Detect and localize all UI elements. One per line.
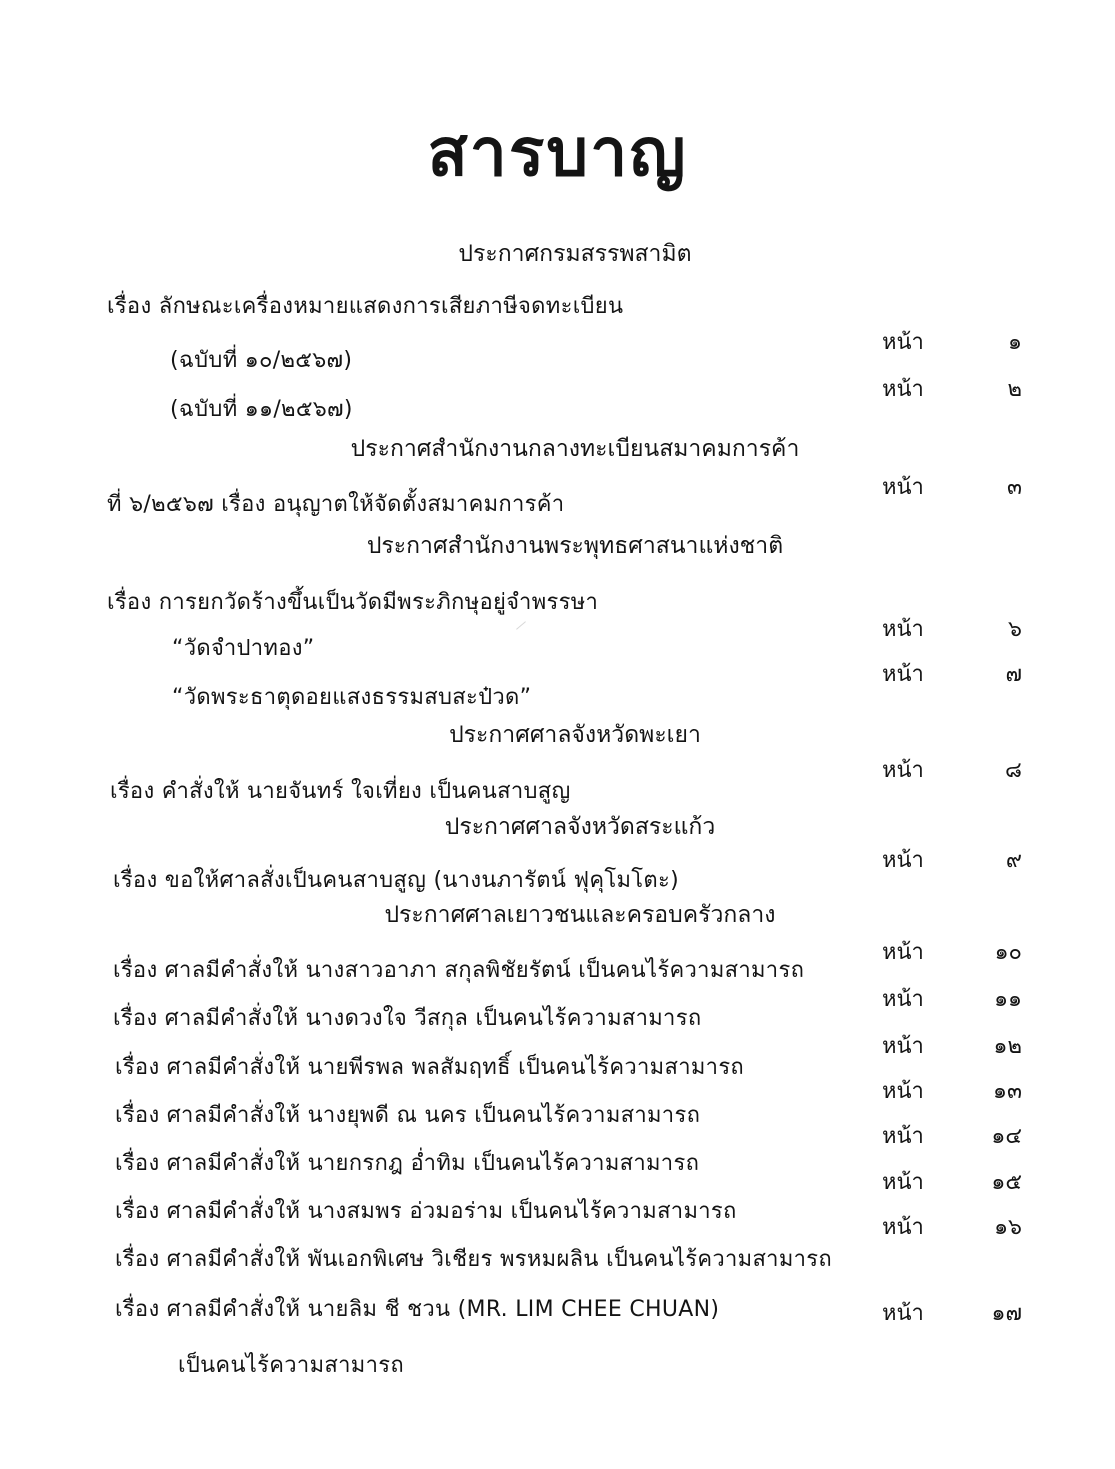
page-label: หน้า xyxy=(882,475,924,500)
page-label: หน้า xyxy=(882,1301,924,1326)
section-heading: ประกาศสำนักงานกลางทะเบียนสมาคมการค้า xyxy=(350,436,800,462)
page-label: หน้า xyxy=(882,848,924,873)
toc-entry-subtitle: “วัดพระธาตุดอยแสงธรรมสบสะป๋วด” xyxy=(172,685,532,710)
page-label: หน้า xyxy=(882,987,924,1012)
page-title: สารบาญ xyxy=(427,114,688,191)
section-heading: ประกาศศาลเยาวชนและครอบครัวกลาง xyxy=(384,902,776,928)
toc-entry-subtitle: “วัดจำปาทอง” xyxy=(172,636,315,661)
toc-entry-subtitle: (ฉบับที่ ๑๐/๒๕๖๗) xyxy=(170,348,353,373)
page-number: ๓ xyxy=(1006,475,1022,500)
toc-entry-title: เรื่อง ลักษณะเครื่องหมายแสดงการเสียภาษีจดทะเบียน xyxy=(107,294,624,319)
toc-entry-title: เรื่อง ศาลมีคำสั่งให้ นางสมพร อ่วมอร่าม เป็นคนไร้ความสามารถ xyxy=(115,1199,737,1224)
page-label: หน้า xyxy=(882,1124,924,1149)
page-number: ๑๐ xyxy=(994,940,1022,965)
page-number: ๗ xyxy=(1005,662,1022,687)
toc-entry-subtitle: เป็นคนไร้ความสามารถ xyxy=(178,1353,404,1378)
section-heading: ประกาศศาลจังหวัดพะเยา xyxy=(449,722,701,748)
page-number: ๑ xyxy=(1008,330,1022,355)
page-number: ๑๓ xyxy=(992,1079,1022,1104)
page-label: หน้า xyxy=(882,1215,924,1240)
toc-entry-title: เรื่อง ศาลมีคำสั่งให้ พันเอกพิเศษ วิเชียร พรหมผลิน เป็นคนไร้ความสามารถ xyxy=(115,1247,833,1272)
page-number: ๑๑ xyxy=(994,987,1022,1012)
page-label: หน้า xyxy=(882,758,924,783)
page-label: หน้า xyxy=(882,617,924,642)
page-number: ๘ xyxy=(1005,758,1022,783)
toc-entry-title: เรื่อง ศาลมีคำสั่งให้ นางยุพดี ณ นคร เป็นคนไร้ความสามารถ xyxy=(115,1103,701,1128)
section-heading: ประกาศศาลจังหวัดสระแก้ว xyxy=(444,814,716,840)
page-label: หน้า xyxy=(882,662,924,687)
toc-entry-title: เรื่อง ศาลมีคำสั่งให้ นายพีรพล พลสัมฤทธิ์ เป็นคนไร้ความสามารถ xyxy=(115,1055,745,1080)
page-number: ๙ xyxy=(1005,848,1022,873)
section-heading: ประกาศสำนักงานพระพุทธศาสนาแห่งชาติ xyxy=(366,533,784,559)
page-number: ๒ xyxy=(1007,377,1022,402)
page-label: หน้า xyxy=(882,1034,924,1059)
page-number: ๑๒ xyxy=(993,1034,1022,1059)
page-number: ๑๖ xyxy=(994,1215,1022,1240)
page-number: ๑๔ xyxy=(991,1124,1022,1149)
toc-entry-title: ที่ ๖/๒๕๖๗ เรื่อง อนุญาตให้จัดตั้งสมาคมการค้า xyxy=(107,492,565,517)
toc-entry-title: เรื่อง การยกวัดร้างขึ้นเป็นวัดมีพระภิกษุอยู่จำพรรษา xyxy=(107,590,599,615)
page-label: หน้า xyxy=(882,330,924,355)
page-label: หน้า xyxy=(882,377,924,402)
toc-entry-title: เรื่อง ศาลมีคำสั่งให้ นายลิม ชี ชวน (MR. LIM CHEE CHUAN) xyxy=(115,1297,720,1322)
scan-mark xyxy=(516,621,526,629)
toc-entry-title: เรื่อง ศาลมีคำสั่งให้ นางสาวอาภา สกุลพิชัยรัตน์ เป็นคนไร้ความสามารถ xyxy=(113,958,805,983)
toc-entry-title: เรื่อง ขอให้ศาลสั่งเป็นคนสาบสูญ (นางนภารัตน์ ฟุคุโมโตะ) xyxy=(113,868,680,893)
page-label: หน้า xyxy=(882,1079,924,1104)
toc-entry-title: เรื่อง คำสั่งให้ นายจันทร์ ใจเที่ยง เป็นคนสาบสูญ xyxy=(110,779,571,804)
toc-entry-subtitle: (ฉบับที่ ๑๑/๒๕๖๗) xyxy=(170,397,353,422)
page-label: หน้า xyxy=(882,1170,924,1195)
page-number: ๖ xyxy=(1008,617,1022,642)
toc-entry-title: เรื่อง ศาลมีคำสั่งให้ นายกรกฎ อ่ำทิม เป็นคนไร้ความสามารถ xyxy=(115,1151,700,1176)
page-number: ๑๗ xyxy=(991,1301,1022,1326)
toc-entry-title: เรื่อง ศาลมีคำสั่งให้ นางดวงใจ วีสกุล เป็นคนไร้ความสามารถ xyxy=(113,1006,702,1031)
page-number: ๑๕ xyxy=(991,1170,1022,1195)
section-heading: ประกาศกรมสรรพสามิต xyxy=(458,241,692,267)
page-label: หน้า xyxy=(882,940,924,965)
